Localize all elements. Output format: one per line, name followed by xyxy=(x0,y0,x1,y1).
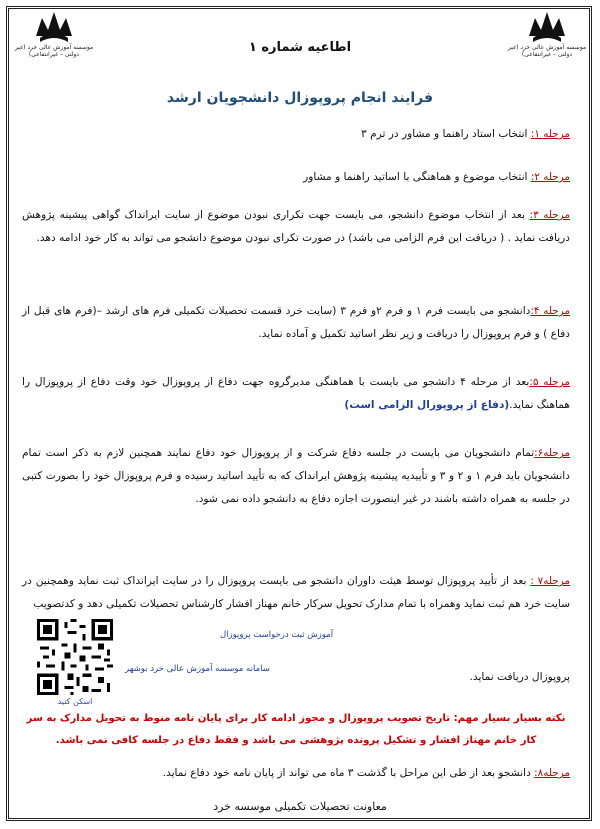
crown-logo-icon xyxy=(527,10,567,44)
stage-8 xyxy=(22,762,570,785)
stage-7 xyxy=(22,570,570,616)
stage-label: مرحله ۵: xyxy=(529,376,570,388)
notice-number: اطاعیه شماره ۱ xyxy=(248,40,352,55)
stage-4 xyxy=(22,300,570,346)
stage-label: مرحله۶: xyxy=(534,447,570,459)
stage-text: بعد از انتخاب موضوع دانشجو، می بایست جهت تکراری نبودن موضوع از سایت ایرانداک گواهی پیشینه پژوهش دریافت نماید . ( دریافت این فرم الزامی می باشد) در صورت تکرای نبودن موضوع دانشجو می تواند به کار خود ادامه دهد. xyxy=(22,209,570,244)
stage-label: مرحله ۱: xyxy=(530,128,570,140)
stage-text: دانشجو بعد از طی این مراحل با گذشت ۳ ماه می تواند از پایان نامه خود دفاع نماید. xyxy=(162,767,535,779)
crown-logo-icon xyxy=(34,10,74,44)
institute-portal-link[interactable]: سامانه موسسه آموزش عالی خرد بوشهر xyxy=(125,664,270,674)
logo-text: موسسه آموزش عالی خرد (غیر دولتی – غیرانتفاعی) xyxy=(14,44,94,58)
stage-label: مرحله۸: xyxy=(534,767,570,779)
stage-6 xyxy=(22,442,570,511)
stage-label: مرحله ۲: xyxy=(530,171,570,183)
stage-5 xyxy=(22,371,570,417)
stage-2 xyxy=(22,166,570,189)
stage-text: انتخاب استاد راهنما و مشاور در ترم ۳ xyxy=(361,128,531,140)
qr-code-icon[interactable] xyxy=(37,619,113,695)
important-note: نکته بسیار بسیار مهم: تاریخ تصویب پروپوزال و مجوز ادامه کار برای پایان نامه منوط به تحویل مدارک به سر کار خانم مهناز افشار و تشکیل پرونده پژوهشی می باشد و فقط دفاع در جلسه کافی نمی باشد. xyxy=(26,713,566,746)
stage-1 xyxy=(22,123,570,146)
logo-text: موسسه آموزش عالی خرد (غیر دولتی – غیرانتفاعی) xyxy=(507,44,587,58)
stage-text: تمام دانشجویان می بایست در جلسه دفاع شرکت و از پروپوزال خود دفاع نمایند همچنین لازم به ذکر است تمام دانشجویان باید فرم ۱ و ۲ و ۳ و تأییدیه پیشینه پژوهش ایرانداک که به تأیید اساتید رسیده و فرم پروپوزال خود را بصورت کتبی در جلسه به همراه داشته باشند در غیر اینصورت اجازه دفاع به دانشجو داده نمی شود. xyxy=(22,447,570,505)
stage-3 xyxy=(22,204,570,250)
mandatory-note: (دفاع از پروپوزال الزامی است) xyxy=(344,399,510,411)
stage-text: بعد از مرحله ۴ دانشجو می بایست با هماهنگی مدیرگروه جهت دفاع از پروپوزال خود وقت دفاع از پروپوزال را هماهنگ نماید. xyxy=(22,376,570,411)
stage-label: مرحله ۴: xyxy=(530,305,570,317)
qr-caption: اسکن کنید xyxy=(57,697,93,706)
stage-text: بعد از تأیید پروپوزال توسط هیئت داوران دانشجو می بایست پروپوزال را در سایت ایرانداک ثبت نماید وهمچنین در سایت خرد هم ثبت نماید وهمراه با تمام مدارک تحویل سرکار خانم مهناز افشار کارشناس تحصیلات تکمیلی دهد و کدتصویب xyxy=(22,575,570,610)
page-title: فرایند انجام پروپوزال دانشجویان ارشد xyxy=(166,90,434,106)
stage-label: مرحله۷ : xyxy=(530,575,570,587)
stage-7-tail: پروپوزال دریافت نماید. xyxy=(469,671,570,683)
stage-label: مرحله ۳: xyxy=(529,209,570,221)
footer-signature: معاونت تحصیلات تکمیلی موسسه خرد xyxy=(213,800,387,813)
proposal-tutorial-link[interactable]: آموزش ثبت درخواست پروپوزال xyxy=(220,630,334,640)
stage-text: دانشجو می بایست فرم ۱ و فرم ۲و فرم ۳ (سایت خرد قسمت تحصیلات تکمیلی فرم های ارشد –(فرم های قبل از دفاع ) و فرم پروپوزال را دریافت و زیر نظر اساتید تکمیل و آماده نماید. xyxy=(22,305,570,340)
stage-text: انتخاب موضوع و هماهنگی با اساتید راهنما و مشاور xyxy=(303,171,531,183)
